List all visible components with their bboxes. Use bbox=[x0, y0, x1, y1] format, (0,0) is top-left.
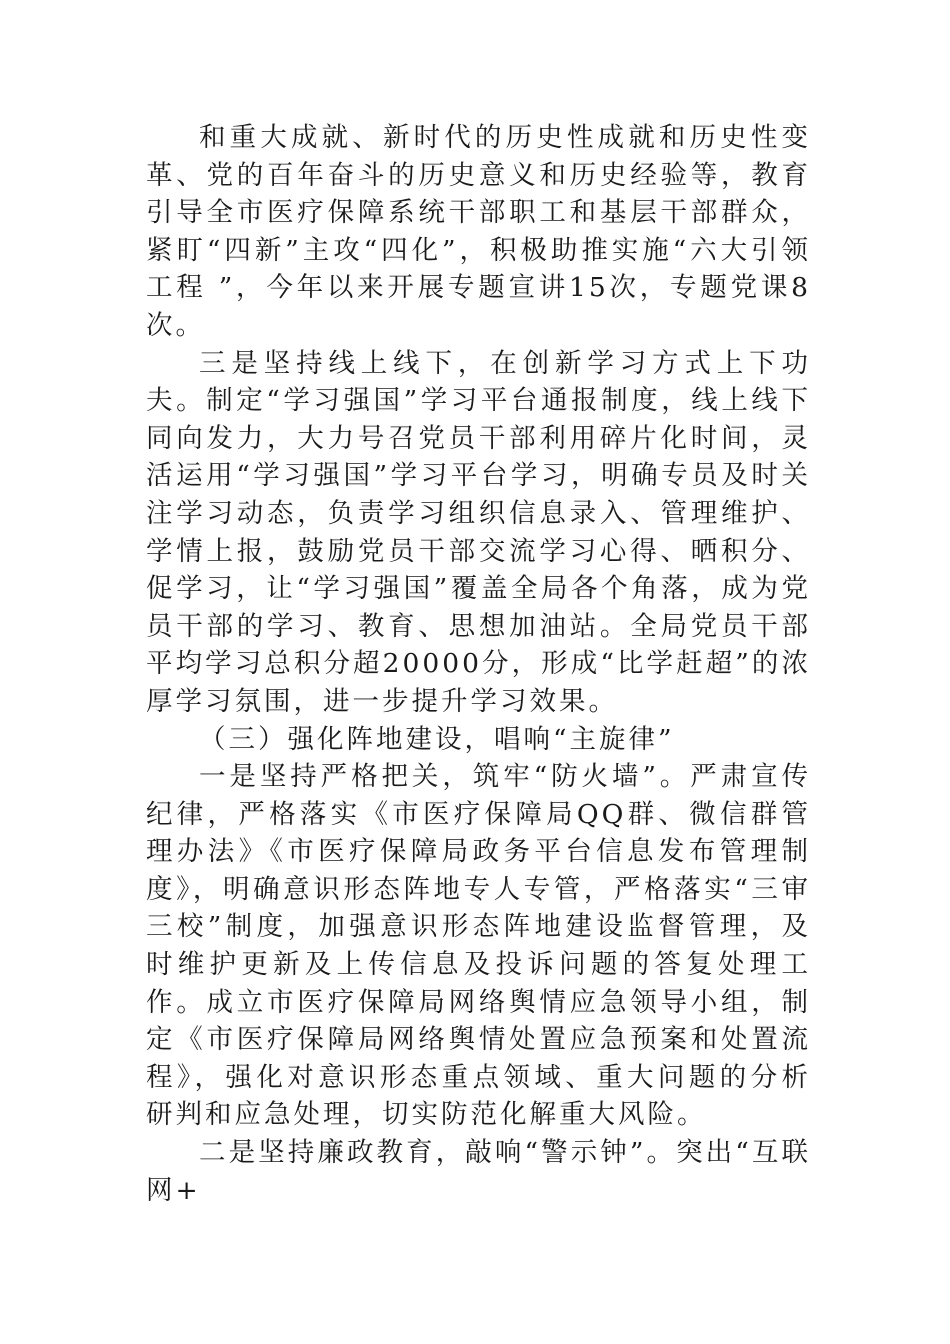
section-heading-3: （三）强化阵地建设，唱响“主旋律” bbox=[199, 723, 675, 755]
paragraph-strict-control: 一是坚持严格把关，筑牢“防火墙”。严肃宣传纪律，严格落实《市医疗保障局QQ群、微信群管理办法》《市医疗保障局政务平台信息发布管理制度》，明确意识形态阵地专人专管，严格落实“三审三校”制度，加强意识形态阵地建设监督管理，及时维护更新及上传信息及投诉问题的答复处理工作。成立市医疗保障局网络舆情应急领导小组，制定《市医疗保障局网络舆情处置应急预案和处置流程》，强化对意识形态重点领域、重大问题的分析研判和应急处理，切实防范化解重大风险。 bbox=[146, 761, 811, 1131]
document-body bbox=[146, 119, 811, 1209]
paragraph-integrity-education: 二是坚持廉政教育，敲响“警示钟”。突出“互联网+ bbox=[146, 1137, 811, 1206]
paragraph-continuation: 和重大成就、新时代的历史性成就和历史性变革、党的百年奋斗的历史意义和历史经验等，教育引导全市医疗保障系统干部职工和基层干部群众，紧盯“四新”主攻“四化”，积极助推实施“六大引领工程 ”，今年以来开展专题宣讲15次，专题党课8次。 bbox=[146, 122, 811, 341]
paragraph-online-offline-learning: 三是坚持线上线下，在创新学习方式上下功夫。制定“学习强国”学习平台通报制度，线上线下同向发力，大力号召党员干部利用碎片化时间，灵活运用“学习强国”学习平台学习，明确专员及时关注学习动态，负责学习组织信息录入、管理维护、学情上报，鼓励党员干部交流学习心得、晒积分、促学习，让“学习强国”覆盖全局各个角落，成为党员干部的学习、教育、思想加油站。全局党员干部平均学习总积分超20000分，形成“比学赶超”的浓厚学习氛围，进一步提升学习效果。 bbox=[146, 347, 811, 717]
